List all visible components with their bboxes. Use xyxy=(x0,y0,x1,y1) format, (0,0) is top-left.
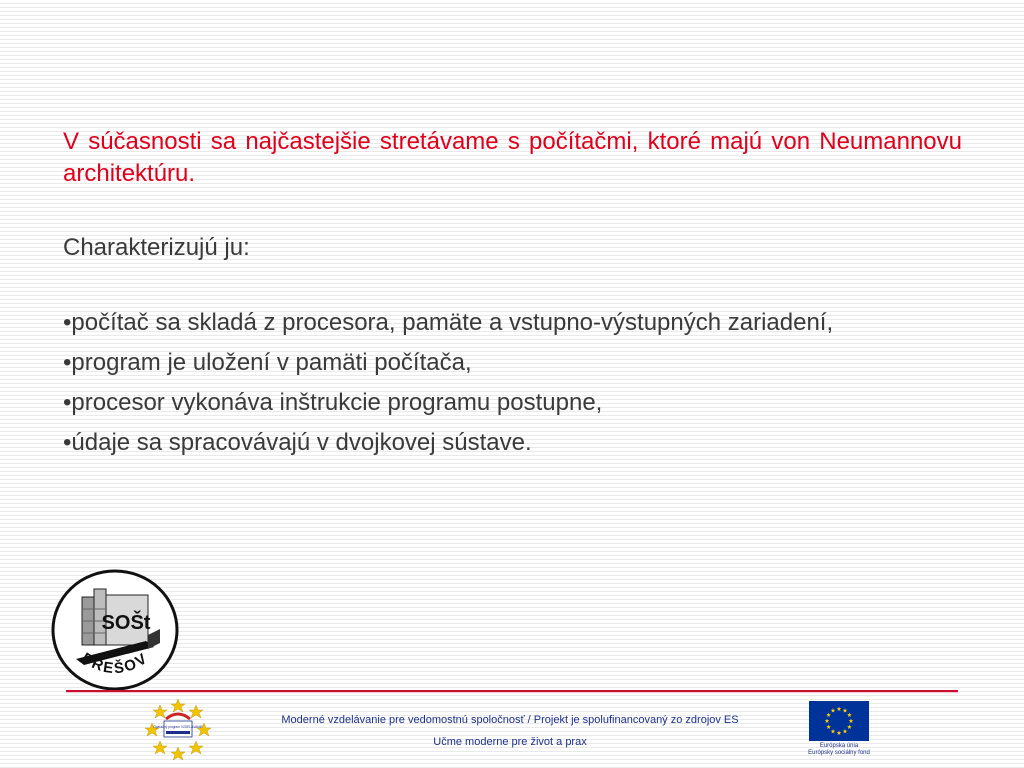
logo-city: PREŠOV xyxy=(78,649,152,678)
slide-body xyxy=(63,126,962,467)
operational-program-logo xyxy=(144,697,212,763)
school-logo xyxy=(50,569,180,691)
eu-flag-icon xyxy=(809,701,869,741)
footer-slogan: Učme moderne pre život a prax xyxy=(433,736,587,748)
bullet-item: •procesor vykonáva inštrukcie programu postupne, xyxy=(63,389,603,416)
footer-rule xyxy=(66,690,958,692)
eu-caption xyxy=(804,743,874,757)
bullet-item: •počítač sa skladá z procesora, pamäte a vstupno-výstupných zariadení, xyxy=(63,309,834,336)
intro-paragraph: V súčasnosti sa najčastejšie stretávame s počítačmi, ktoré majú von Neumannovu architektúru. xyxy=(63,128,962,187)
eu-caption-fund: Európsky sociálny fond xyxy=(808,750,870,756)
program-logo-label: Operačný program VZDELÁVANIE xyxy=(153,725,203,729)
footer-text xyxy=(230,713,790,749)
footer-project-line: Moderné vzdelávanie pre vedomostnú spoločnosť / Projekt je spolufinancovaný zo zdrojov ES xyxy=(281,714,739,726)
logo-letters: SOŠt xyxy=(101,612,151,634)
subheading: Charakterizujú ju: xyxy=(63,234,250,261)
eu-caption-union: Európska únia xyxy=(819,743,859,749)
bullet-item: •program je uložení v pamäti počítača, xyxy=(63,349,472,376)
bullet-item: •údaje sa spracovávajú v dvojkovej sústave. xyxy=(63,429,532,456)
